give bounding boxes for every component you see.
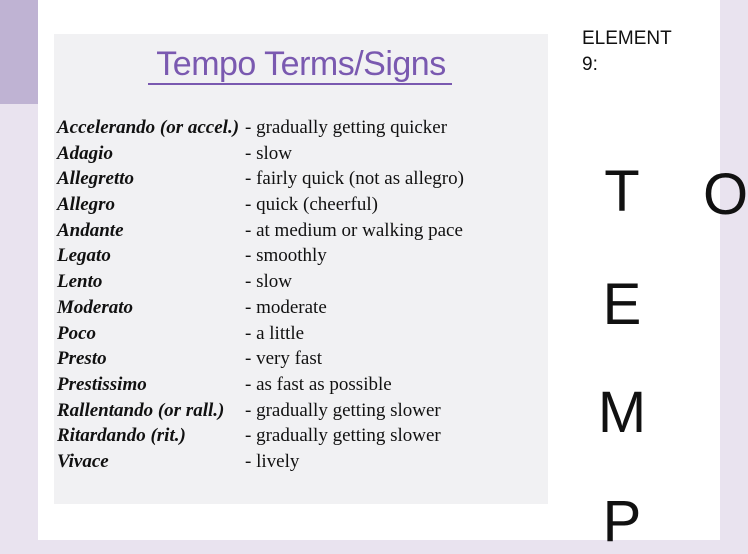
- tempo-term: Lento: [57, 271, 103, 293]
- tempo-meaning: - fairly quick (not as allegro): [245, 168, 464, 190]
- table-row: [57, 346, 464, 372]
- table-row: [57, 166, 464, 192]
- table-row: [57, 115, 464, 141]
- element-label: [582, 26, 712, 78]
- tempo-term: Allegretto: [57, 168, 135, 190]
- table-row: [57, 269, 464, 295]
- tempo-meaning: - a little: [245, 322, 305, 344]
- table-row: [57, 423, 464, 449]
- tempo-term: Rallentando (or rall.): [57, 399, 225, 421]
- table-row: [57, 243, 464, 269]
- table-row: [57, 192, 464, 218]
- tempo-terms-list: [57, 115, 464, 475]
- tempo-meaning: - as fast as possible: [245, 373, 392, 395]
- tempo-term: Vivace: [57, 450, 109, 472]
- tempo-term: Allegro: [57, 194, 116, 216]
- tempo-term: Andante: [57, 219, 124, 241]
- tempo-meaning: - very fast: [245, 348, 323, 370]
- table-row: [57, 295, 464, 321]
- tempo-term: Accelerando (or accel.): [57, 117, 240, 138]
- element-label-line2: 9:: [582, 54, 598, 75]
- cutoff-letter-o: O: [703, 162, 748, 227]
- tempo-term: Legato: [57, 245, 111, 267]
- tempo-term: Adagio: [57, 142, 113, 164]
- tempo-meaning: - gradually getting slower: [245, 425, 441, 447]
- vertical-letter-m: M: [597, 380, 647, 445]
- table-title: Tempo Terms/Signs: [156, 45, 446, 83]
- vertical-letter-p: P: [602, 489, 642, 554]
- tempo-meaning: - smoothly: [245, 245, 327, 267]
- element-label-line1: ELEMENT: [582, 28, 672, 49]
- tempo-meaning: - gradually getting quicker: [245, 117, 448, 138]
- table-row: [57, 372, 464, 398]
- tempo-term: Moderato: [57, 296, 133, 318]
- table-row: [57, 321, 464, 347]
- title-underline: [148, 83, 452, 85]
- table-row: [57, 218, 464, 244]
- tempo-term: Ritardando (rit.): [57, 425, 186, 447]
- tempo-meaning: - lively: [245, 450, 300, 472]
- vertical-letter-t: T: [604, 159, 640, 224]
- tempo-term: Poco: [57, 322, 97, 344]
- table-row: [57, 449, 464, 475]
- tempo-meaning: - slow: [245, 142, 292, 164]
- tempo-meaning: - at medium or walking pace: [245, 219, 463, 241]
- vertical-letter-e: E: [602, 272, 642, 337]
- tempo-meaning: - quick (cheerful): [245, 194, 378, 216]
- tempo-meaning: - moderate: [245, 296, 327, 318]
- tempo-term: Prestissimo: [57, 373, 147, 395]
- table-row: [57, 398, 464, 424]
- tempo-term: Presto: [57, 348, 107, 370]
- table-row: [57, 141, 464, 167]
- tempo-meaning: - gradually getting slower: [245, 399, 441, 421]
- tempo-meaning: - slow: [245, 271, 292, 293]
